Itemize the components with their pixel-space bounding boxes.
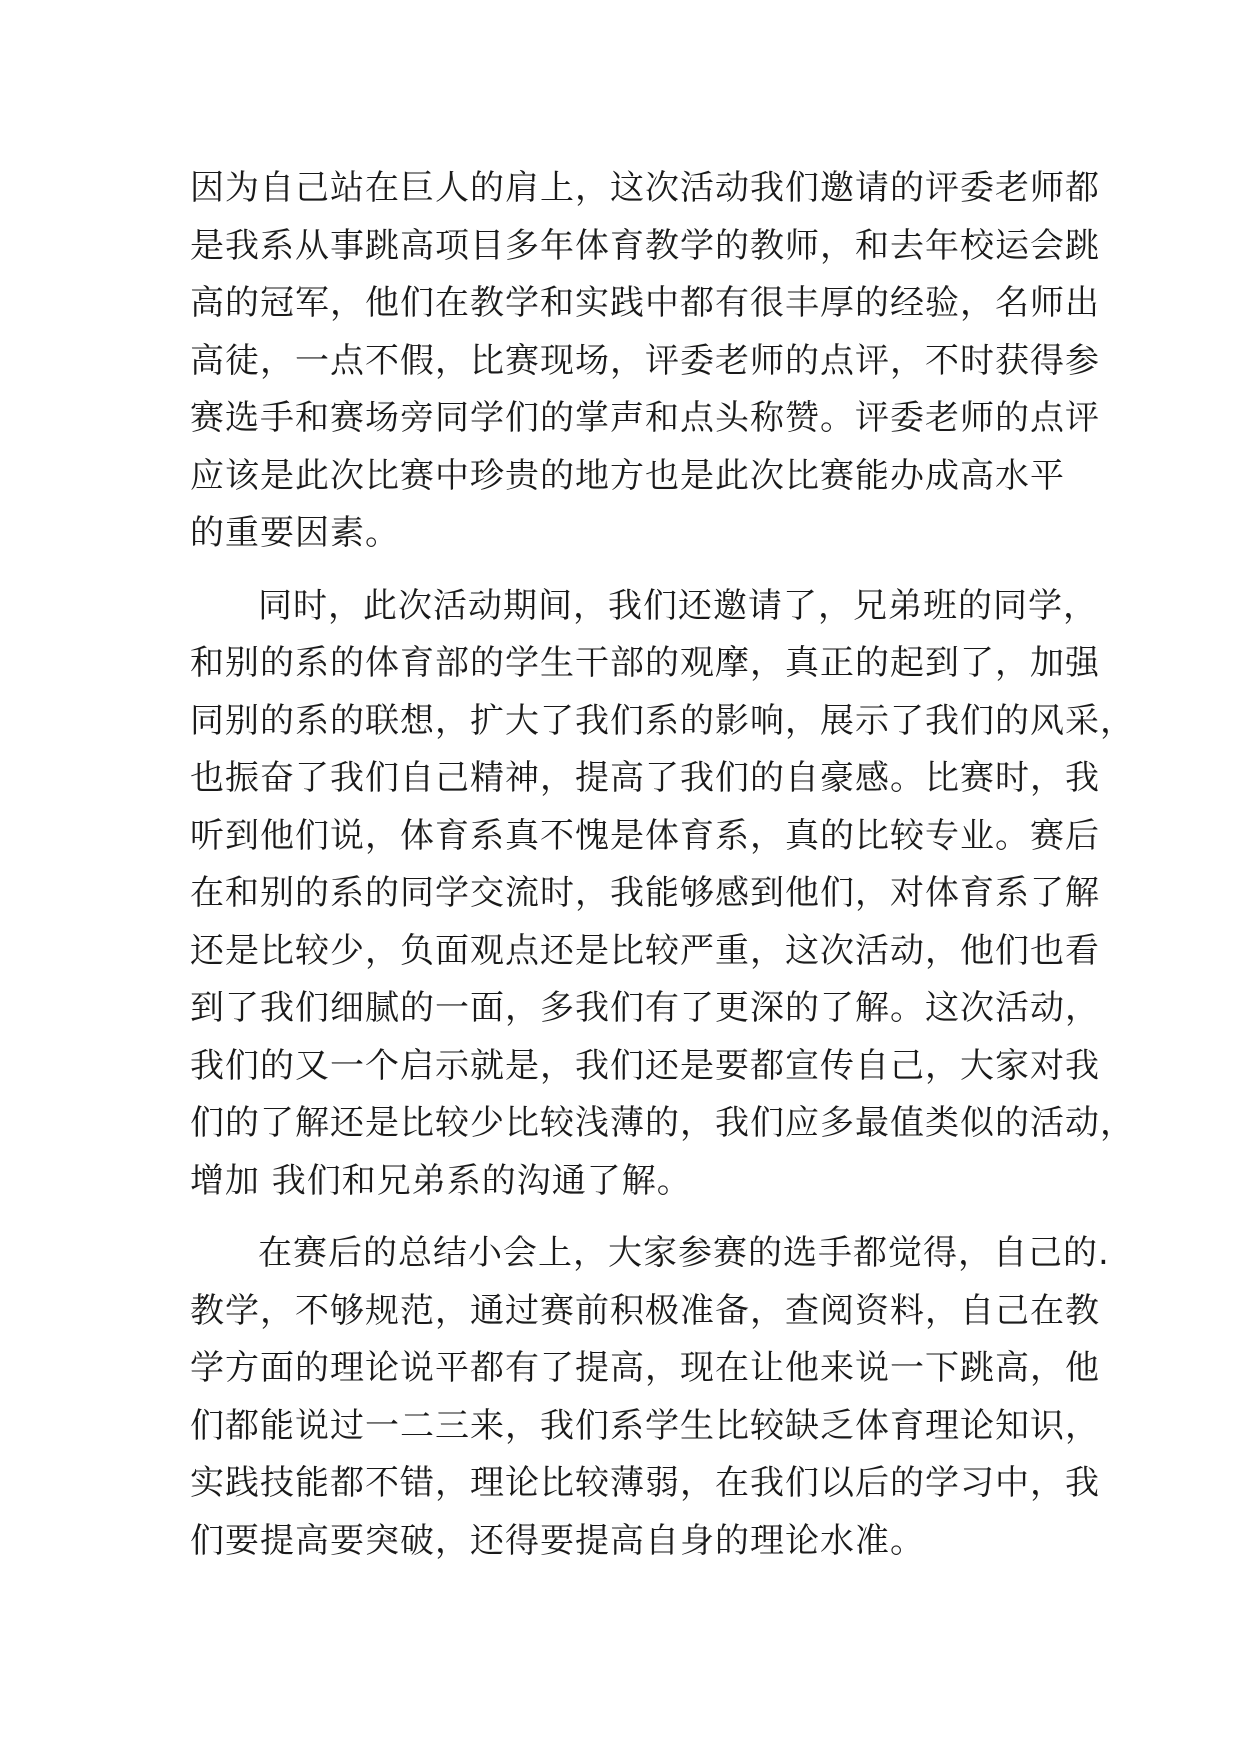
document-body <box>190 160 1135 1570</box>
text-line: 也振奋了我们自己精神，提高了我们的自豪感。比赛时，我 <box>190 758 1100 798</box>
text-line: 学方面的理论说平都有了提高，现在让他来说一下跳高，他 <box>190 1348 1100 1388</box>
text-line: 因为自己站在巨人的肩上，这次活动我们邀请的评委老师都 <box>190 168 1100 208</box>
text-line: 高徒，一点不假，比赛现场，评委老师的点评，不时获得参 <box>190 340 1100 381</box>
text-line: 同时，此次活动期间，我们还邀请了，兄弟班的同学， <box>258 585 1098 626</box>
text-line: 和别的系的体育部的学生干部的观摩，真正的起到了，加强 <box>190 643 1100 683</box>
text-line: 高的冠军，他们在教学和实践中都有很丰厚的经验，名师出 <box>190 283 1100 323</box>
text-line: 我们的又一个启示就是，我们还是要都宣传自己，大家对我 <box>190 1045 1100 1086</box>
text-line: 增加 我们和兄弟系的沟通了解。 <box>190 1160 692 1201</box>
text-line: 的重要因素。 <box>190 513 400 553</box>
paragraph-1 <box>190 160 1100 563</box>
text-line: 到了我们细腻的一面，多我们有了更深的了解。这次活动， <box>190 988 1100 1028</box>
text-line: 教学，不够规范，通过赛前积极准备，查阅资料，自己在教 <box>190 1290 1100 1331</box>
text-line: 实践技能都不错，理论比较薄弱，在我们以后的学习中，我 <box>190 1463 1100 1503</box>
text-line: 赛选手和赛场旁同学们的掌声和点头称赞。评委老师的点评 <box>190 398 1100 438</box>
text-line: 听到他们说，体育系真不愧是体育系，真的比较专业。赛后 <box>190 815 1100 856</box>
paragraph-2 <box>190 578 1135 1211</box>
text-line: 们要提高要突破，还得要提高自身的理论水准。 <box>190 1520 925 1561</box>
text-line: 在赛后的总结小会上，大家参赛的选手都觉得，自己的. <box>258 1233 1110 1273</box>
text-line: 还是比较少，负面观点还是比较严重，这次活动，他们也看 <box>190 930 1100 971</box>
text-line: 在和别的系的同学交流时，我能够感到他们，对体育系了解 <box>190 873 1100 913</box>
text-line: 们的了解还是比较少比较浅薄的，我们应多最值类似的活动， <box>190 1103 1135 1143</box>
text-line: 是我系从事跳高项目多年体育教学的教师，和去年校运会跳 <box>190 225 1100 266</box>
text-line: 同别的系的联想，扩大了我们系的影响，展示了我们的风采， <box>190 700 1135 741</box>
paragraph-3 <box>190 1225 1110 1570</box>
text-line: 们都能说过一二三来，我们系学生比较缺乏体育理论知识， <box>190 1405 1100 1446</box>
text-line: 应该是此次比赛中珍贵的地方也是此次比赛能办成高水平 <box>190 455 1065 496</box>
